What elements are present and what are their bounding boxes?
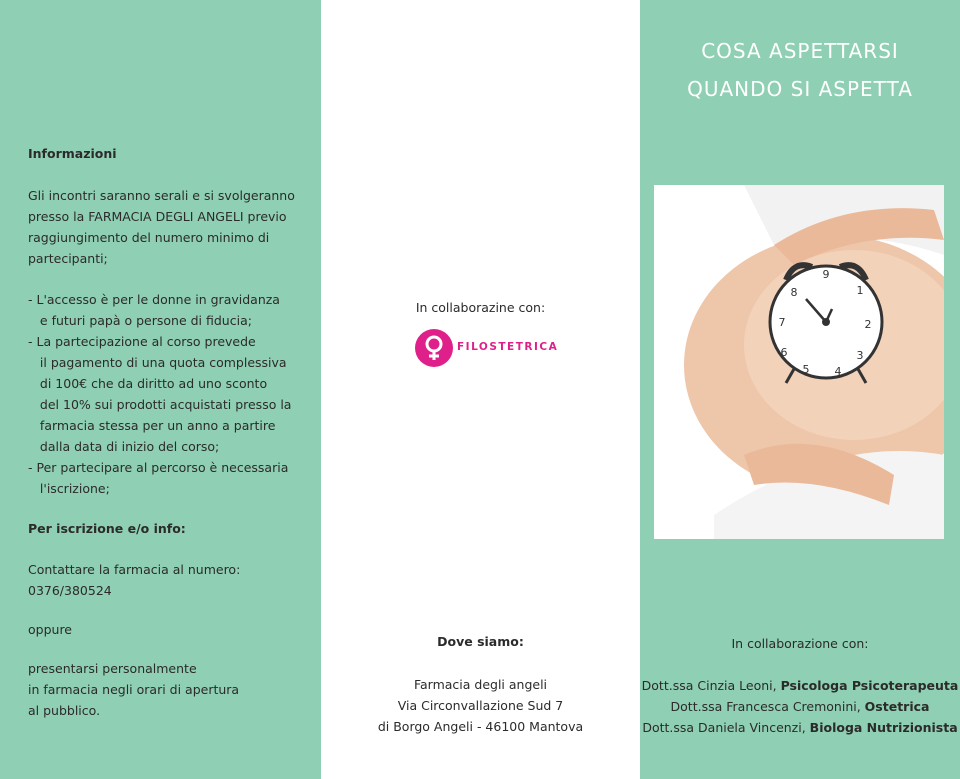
right-panel [640, 0, 960, 779]
clock-number: 4 [834, 365, 842, 378]
left-panel [0, 0, 321, 779]
bullet-line: del 10% sui prodotti acquistati presso la [28, 397, 292, 412]
bullet-line: farmacia stessa per un anno a partire [28, 418, 276, 433]
address-line: Farmacia degli angeli [413, 677, 548, 692]
person-name: Dott.ssa Cinzia Leoni, [641, 678, 781, 693]
person-row [640, 718, 960, 739]
title-line-1: COSA ASPETTARSI [701, 39, 899, 63]
bullet-line: di 100€ che da diritto ad uno sconto [28, 376, 268, 391]
address-line: di Borgo Angeli - 46100 Mantova [377, 719, 584, 734]
person-row [640, 676, 960, 697]
clock-number: 1 [856, 284, 864, 297]
clock-number: 3 [856, 349, 864, 362]
person-role: Biologa Nutrizionista [809, 720, 958, 735]
clock-number: 9 [822, 268, 830, 281]
info-line: presso la FARMACIA DEGLI ANGELI previo [28, 209, 287, 224]
logo-circle-icon [415, 329, 453, 367]
person-role: Psicologa Psicoterapeuta [780, 678, 959, 693]
info-line: Gli incontri saranno serali e si svolgeranno [28, 188, 295, 203]
bullet-line: - L'accesso è per le donne in gravidanza [28, 292, 280, 307]
contact-line: Contattare la farmacia al numero: [28, 562, 241, 577]
bullet-line: - Per partecipare al percorso è necessaria [28, 460, 289, 475]
signup-heading: Per iscrizione e/o info: [28, 521, 186, 536]
where-heading: Dove siamo: [437, 634, 524, 649]
bullet-line: il pagamento di una quota complessiva [28, 355, 287, 370]
person-row [640, 697, 960, 718]
collab-label: In collaborazine con: [415, 300, 546, 315]
brochure-title [640, 32, 960, 108]
info-line: raggiungimento del numero minimo di [28, 230, 270, 245]
bullet-line: e futuri papà o persone di fiducia; [28, 313, 252, 328]
title-line-2: QUANDO SI ASPETTA [687, 77, 913, 101]
bullet-line: - La partecipazione al corso prevede [28, 334, 256, 349]
person-name: Dott.ssa Francesca Cremonini, [670, 699, 865, 714]
presence-line: al pubblico. [28, 703, 101, 718]
belly-illustration [654, 185, 944, 539]
person-name: Dott.ssa Daniela Vincenzi, [642, 720, 810, 735]
info-heading: Informazioni [28, 146, 117, 161]
pregnant-belly-clock-photo [654, 185, 944, 539]
clock-number: 6 [780, 346, 788, 359]
oppure-text: oppure [28, 622, 72, 637]
clock-number: 7 [778, 316, 786, 329]
middle-panel [321, 0, 640, 779]
clock-number: 8 [790, 286, 798, 299]
address-line: Via Circonvallazione Sud 7 [397, 698, 564, 713]
info-line: partecipanti; [28, 251, 108, 266]
clock-number: 5 [802, 363, 810, 376]
collab-label: In collaborazione con: [731, 636, 869, 651]
phone-number: 0376/380524 [28, 583, 112, 598]
presence-line: in farmacia negli orari di apertura [28, 682, 240, 697]
presence-line: presentarsi personalmente [28, 661, 197, 676]
bullet-line: l'iscrizione; [28, 481, 110, 496]
bullet-line: dalla data di inizio del corso; [28, 439, 220, 454]
person-role: Ostetrica [864, 699, 930, 714]
clock-number: 2 [864, 318, 872, 331]
logo-text: FILOSTETRICA [457, 341, 559, 353]
